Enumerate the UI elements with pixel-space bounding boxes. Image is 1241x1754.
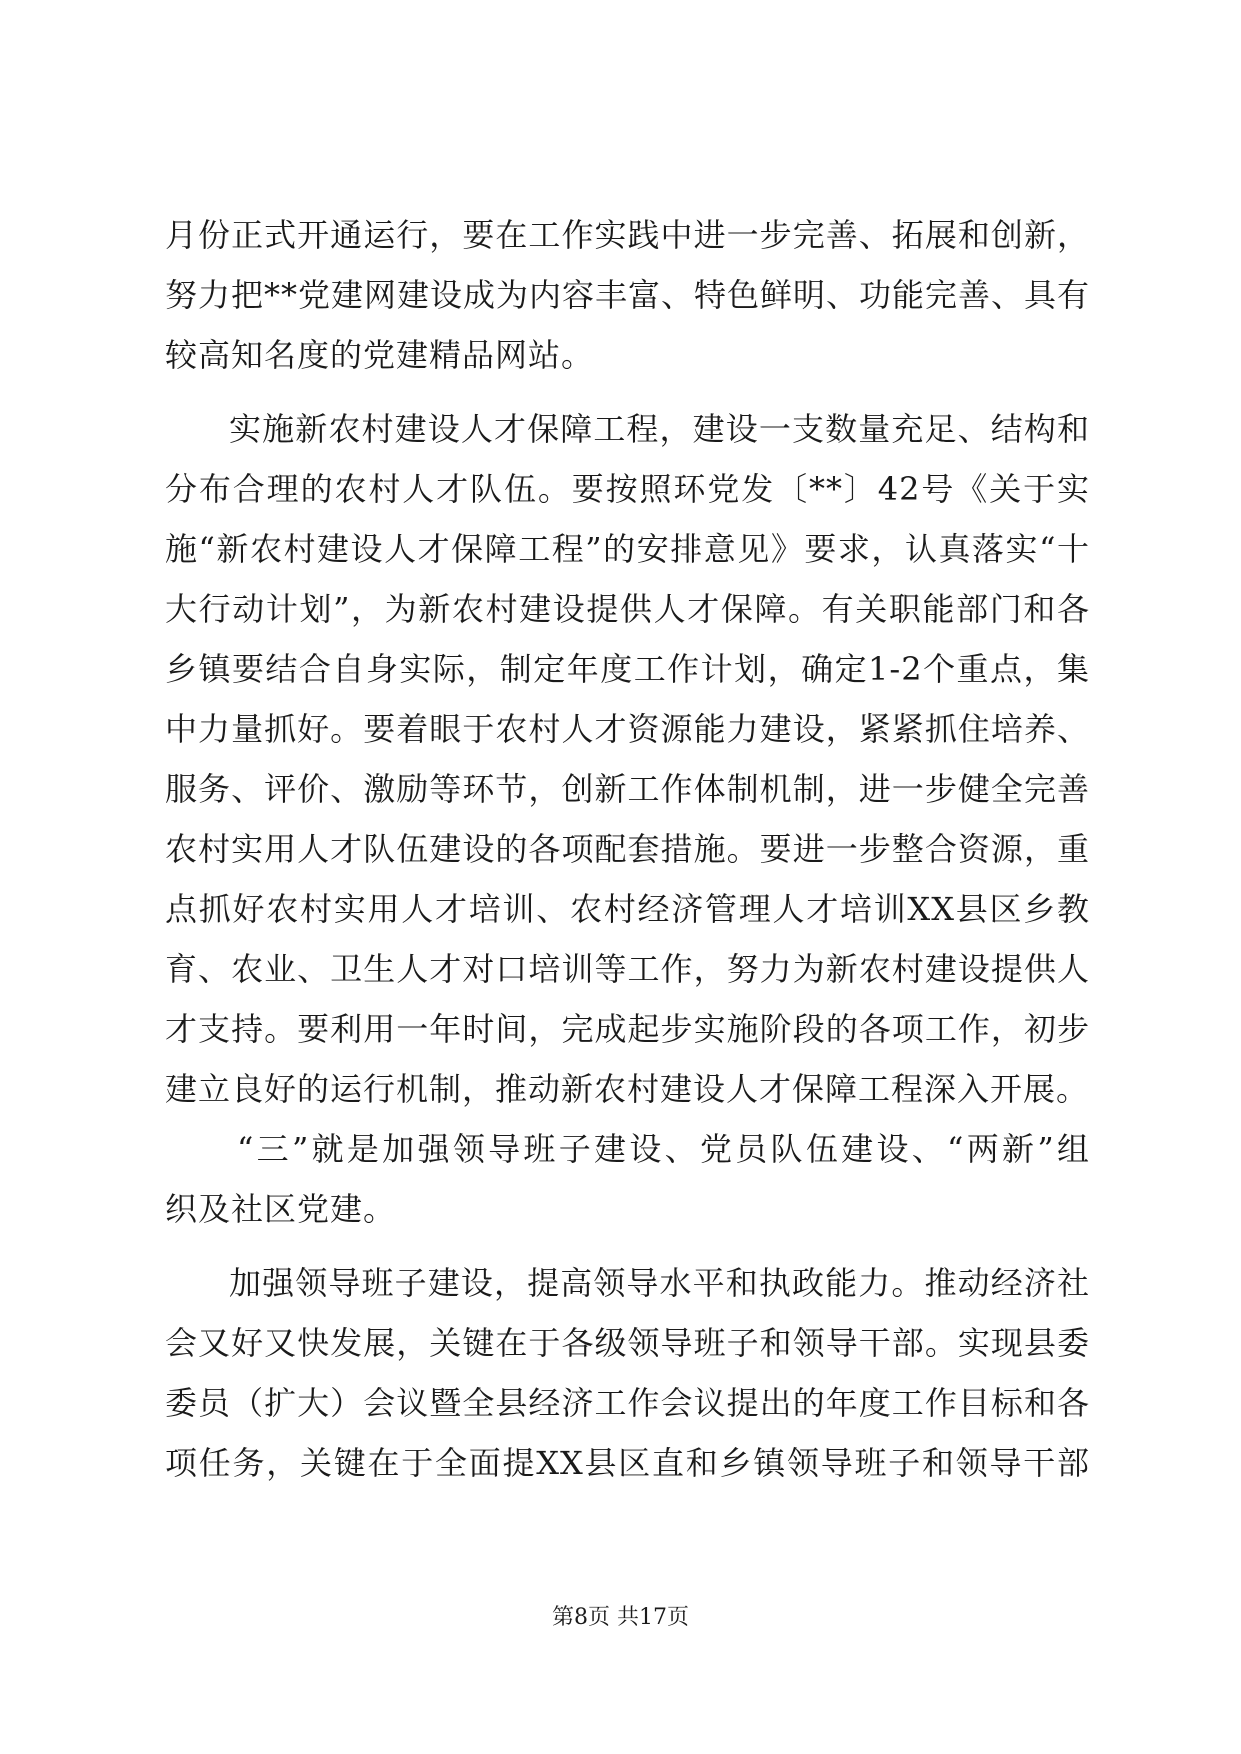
text-line: 服务、评价、激励等环节，创新工作体制机制，进一步健全完善 (165, 770, 1090, 808)
text-line: 努力把**党建网建设成为内容丰富、特色鲜明、功能完善、具有 (165, 276, 1091, 314)
text-line: 建立良好的运行机制，推动新农村建设人才保障工程深入开展。 (165, 1070, 1090, 1108)
text-line: 分布合理的农村人才队伍。要按照环党发〔**〕42号《关于实 (165, 470, 1090, 508)
text-line: 较高知名度的党建精品网站。 (165, 336, 595, 374)
text-line: 月份正式开通运行，要在工作实践中进一步完善、拓展和创新， (165, 216, 1090, 254)
text-line: 才支持。要利用一年时间，完成起步实施阶段的各项工作，初步 (165, 1010, 1090, 1048)
text-line: “三”就是加强领导班子建设、党员队伍建设、“两新”组 (237, 1130, 1090, 1168)
text-line: 实施新农村建设人才保障工程，建设一支数量充足、结构和 (229, 410, 1090, 448)
text-line: 点抓好农村实用人才培训、农村经济管理人才培训XX县区乡教 (165, 890, 1090, 928)
paragraph-2 (165, 399, 1090, 1119)
text-line: 农村实用人才队伍建设的各项配套措施。要进一步整合资源，重 (165, 830, 1090, 868)
text-line: 委员（扩大）会议暨全县经济工作会议提出的年度工作目标和各 (165, 1384, 1090, 1422)
text-line: 乡镇要结合自身实际，制定年度工作计划，确定1-2个重点，集 (165, 650, 1090, 688)
document-body (165, 205, 1090, 1493)
text-line: 施“新农村建设人才保障工程”的安排意见》要求，认真落实“十 (165, 530, 1090, 568)
text-line: 项任务，关键在于全面提XX县区直和乡镇领导班子和领导干部 (165, 1444, 1090, 1482)
paragraph-4 (165, 1253, 1090, 1493)
paragraph-1 (165, 205, 1090, 385)
text-line: 大行动计划”，为新农村建设提供人才保障。有关职能部门和各 (165, 590, 1090, 628)
text-line: 育、农业、卫生人才对口培训等工作，努力为新农村建设提供人 (165, 950, 1090, 988)
text-line: 织及社区党建。 (165, 1190, 397, 1228)
text-line: 加强领导班子建设，提高领导水平和执政能力。推动经济社 (229, 1264, 1090, 1302)
text-line: 中力量抓好。要着眼于农村人才资源能力建设，紧紧抓住培养、 (165, 710, 1090, 748)
text-line: 会又好又快发展，关键在于各级领导班子和领导干部。实现县委 (165, 1324, 1090, 1362)
page-number-footer: 第8页 共17页 (552, 1605, 689, 1630)
paragraph-3 (165, 1119, 1090, 1239)
